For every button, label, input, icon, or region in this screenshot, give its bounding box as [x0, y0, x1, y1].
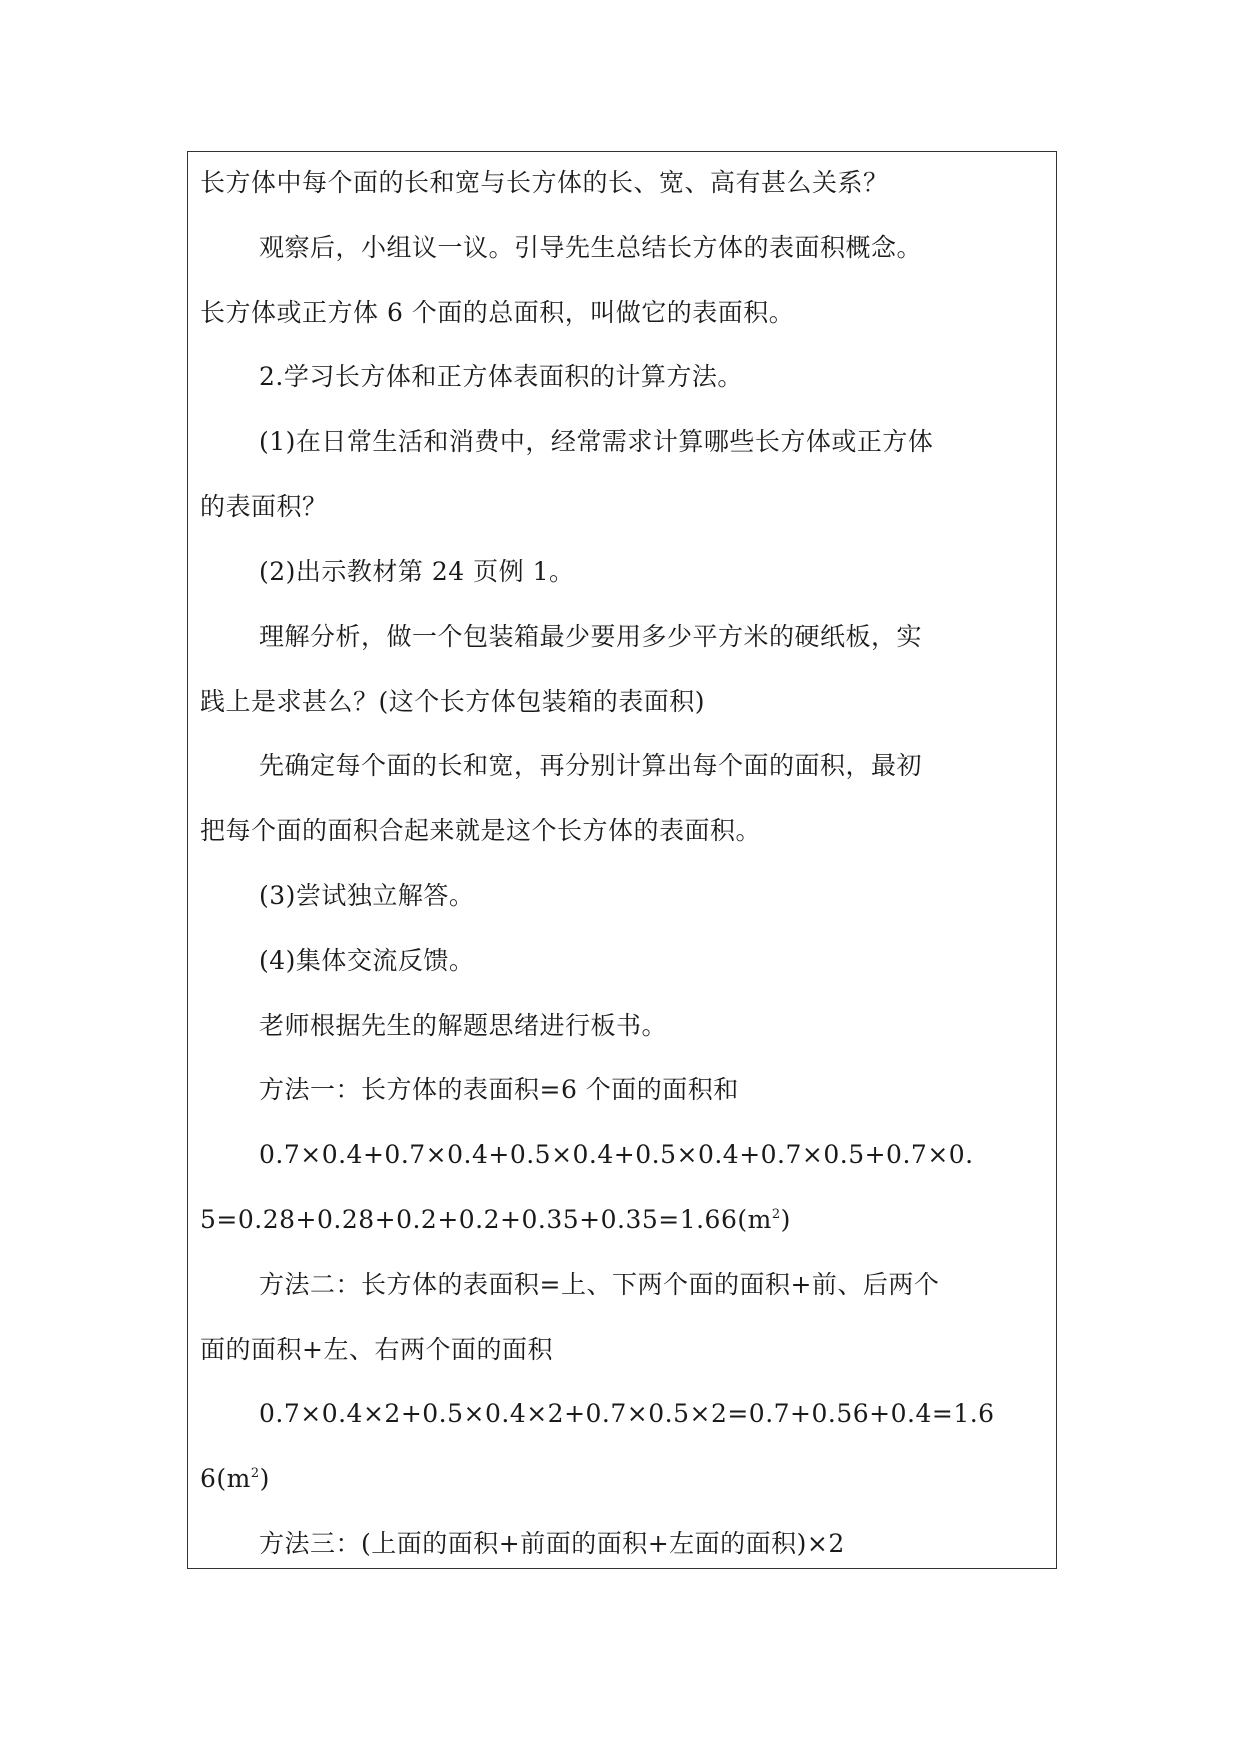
- text-line: 方法二：长方体的表面积=上、下两个面的面积+前、后两个: [259, 1270, 940, 1299]
- formula-line: $5=0.28+0.28+0.2+0.2+0.35+0.35=1.66(m^2)$: [200, 1205, 791, 1234]
- text-line: (3)尝试独立解答。: [259, 881, 475, 910]
- superscript: 2: [771, 1207, 781, 1222]
- formula-line: $6(m^2)$: [200, 1464, 270, 1493]
- formula-line: 0.7×0.4×2+0.5×0.4×2+0.7×0.5×2=0.7+0.56+0.4=1.6: [259, 1399, 995, 1428]
- text-line: 理解分析，做一个包装箱最少要用多少平方米的硬纸板，实: [259, 622, 923, 651]
- superscript: 2: [250, 1466, 260, 1481]
- text-line: 长方体中每个面的长和宽与长方体的长、宽、高有甚么关系？: [200, 168, 889, 197]
- formula-line: 0.7×0.4+0.7×0.4+0.5×0.4+0.5×0.4+0.7×0.5+0.7×0.: [259, 1140, 974, 1169]
- text-line: 的表面积？: [200, 492, 328, 521]
- text-line: 面的面积+左、右两个面的面积: [200, 1335, 553, 1364]
- text-line: (2)出示教材第 24 页例 1。: [259, 557, 575, 586]
- text-line: 老师根据先生的解题思绪进行板书。: [259, 1011, 668, 1040]
- text-line: 先确定每个面的长和宽，再分别计算出每个面的面积，最初: [259, 751, 923, 780]
- text-line: 方法一：长方体的表面积=6 个面的面积和: [259, 1075, 739, 1104]
- text-line: 长方体或正方体 6 个面的总面积，叫做它的表面积。: [200, 298, 795, 327]
- text-line: (1)在日常生活和消费中，经常需求计算哪些长方体或正方体: [259, 427, 934, 456]
- text-line: 把每个面的面积合起来就是这个长方体的表面积。: [200, 816, 762, 845]
- text-line: 2.学习长方体和正方体表面积的计算方法。: [259, 362, 743, 391]
- text-line: 践上是求甚么？(这个长方体包装箱的表面积): [200, 687, 706, 716]
- text-line: (4)集体交流反馈。: [259, 946, 475, 975]
- text-line: 方法三：(上面的面积+前面的面积+左面的面积)×2: [259, 1529, 845, 1558]
- text-line: 观察后，小组议一议。引导先生总结长方体的表面积概念。: [259, 233, 923, 262]
